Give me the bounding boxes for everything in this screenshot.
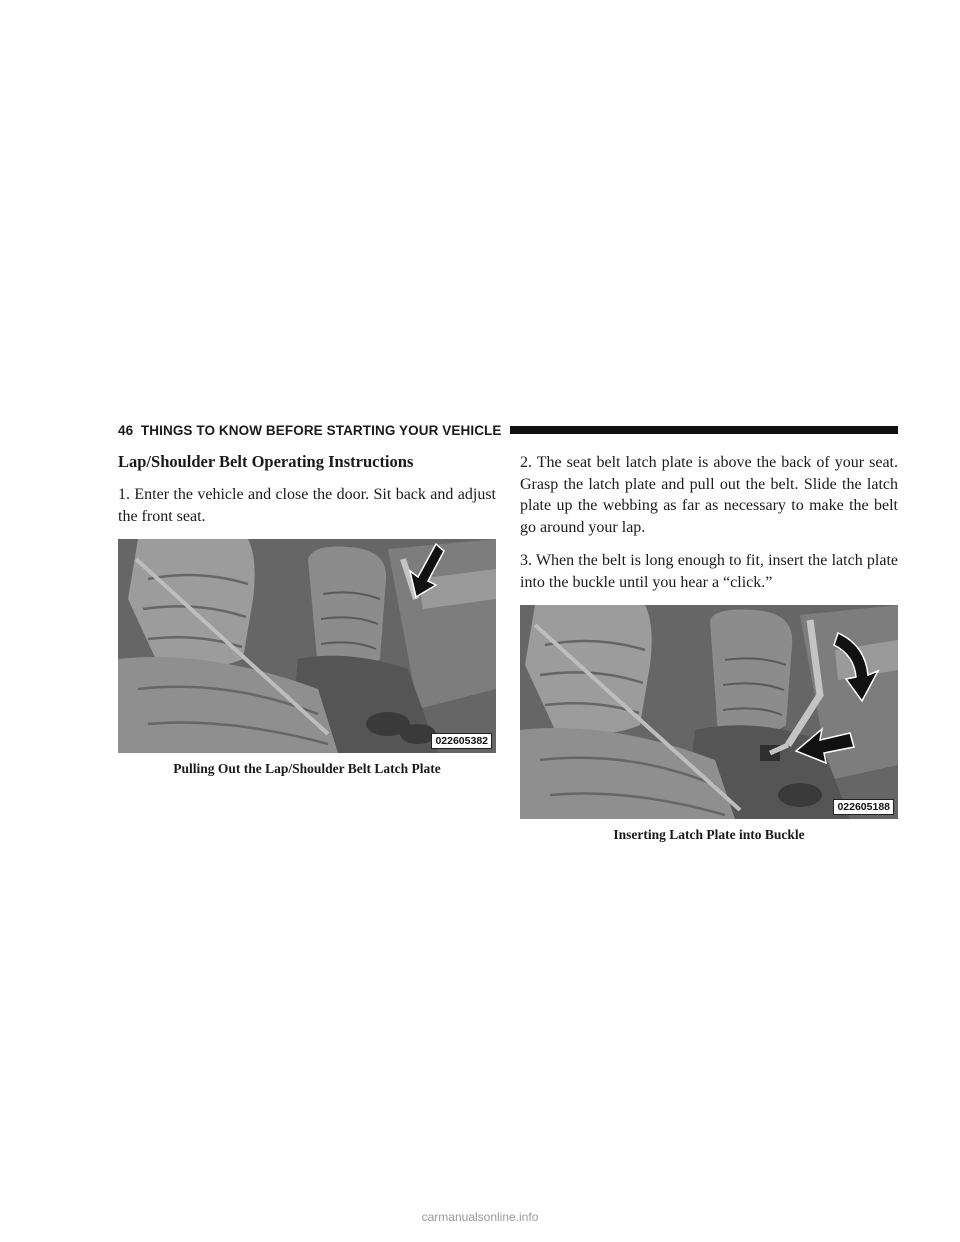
running-title: THINGS TO KNOW BEFORE STARTING YOUR VEHICLE [140, 422, 502, 438]
figure-pulling-latch-plate [118, 539, 496, 753]
step-3-text: 3. When the belt is long enough to fit, insert the latch plate into the buckle until you hear a “click.” [520, 552, 898, 591]
left-column [118, 452, 496, 777]
figure-caption: Inserting Latch Plate into Buckle [613, 827, 805, 842]
header-rule [510, 426, 899, 434]
figure-code: 022605188 [833, 799, 894, 815]
figure-caption: Pulling Out the Lap/Shoulder Belt Latch Plate [173, 761, 441, 776]
seat-illustration-1 [118, 539, 496, 753]
right-column [520, 452, 898, 843]
figure-code: 022605382 [431, 733, 492, 749]
figure-inserting-latch-plate [520, 605, 898, 819]
running-header [118, 420, 898, 440]
page-number: 46 [118, 422, 134, 438]
footer-watermark: carmanualsonline.info [421, 1210, 539, 1224]
running-header-text [118, 423, 502, 438]
seat-illustration-2 [520, 605, 898, 819]
step-2-text: 2. The seat belt latch plate is above the back of your seat. Grasp the latch plate and pull out the belt. Slide the latch plate up the webbing as far as necessary to make the belt go around your lap. [520, 454, 898, 536]
section-title: Lap/Shoulder Belt Operating Instructions [118, 452, 414, 471]
step-1-text: 1. Enter the vehicle and close the door. Sit back and adjust the front seat. [118, 486, 496, 525]
